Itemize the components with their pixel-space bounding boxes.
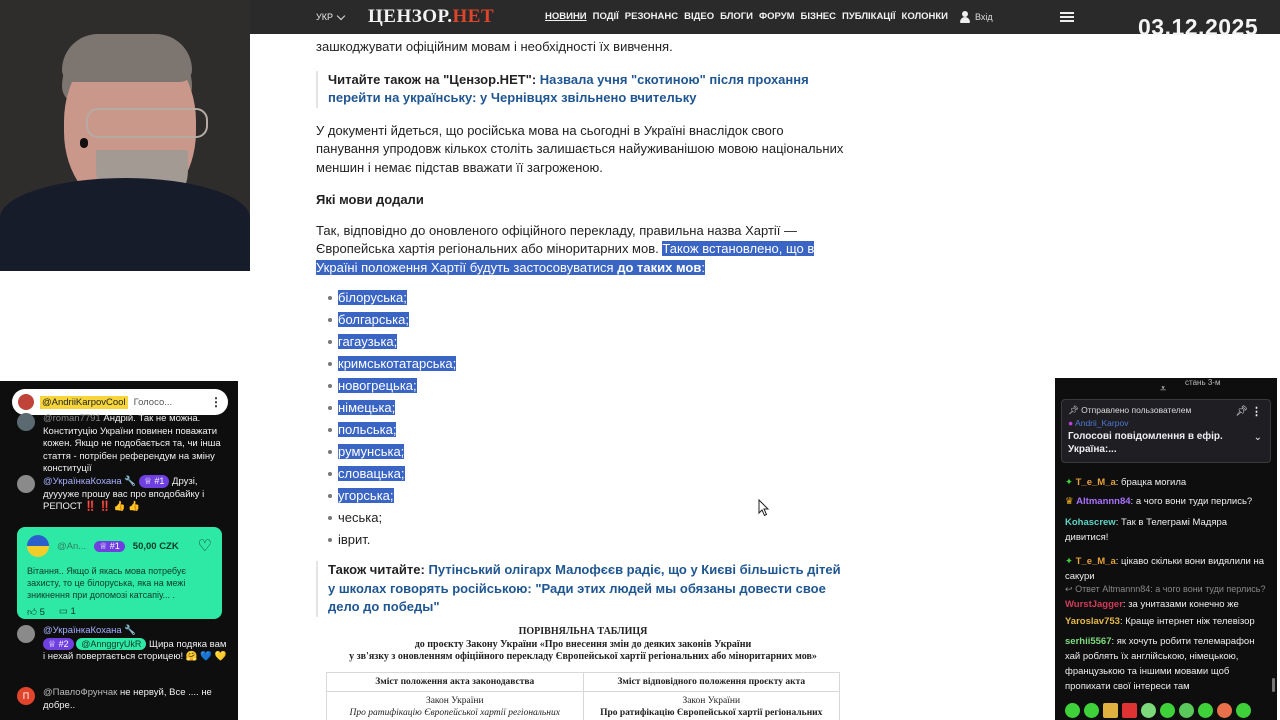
doc-table xyxy=(326,672,840,720)
left-live-chat xyxy=(0,381,238,720)
presenter-glasses xyxy=(86,108,208,138)
list-item xyxy=(328,331,846,353)
sparkle-icon: ✦ xyxy=(1065,556,1073,567)
chat-text: Друзі, дууууже прошу вас про вподобайку і РЕПОСТ xyxy=(43,476,205,512)
doc-subtitle: у зв'язку з оновленням офіційного перекладу Європейської хартії регіональних або міноритарних мов» xyxy=(349,651,817,662)
chat-message: serhii5567: як хочуть робити телемарафон хай роблять їх англійською, німецькою, французькою та іншими мовами щоб пропихати свої інтереси там xyxy=(1065,636,1255,692)
reply-count: 1 xyxy=(70,606,76,617)
language-item: чеська; xyxy=(338,510,383,525)
chat-author: @roman7791 xyxy=(43,413,101,424)
logo-accent: НЕТ xyxy=(452,6,495,27)
avatar xyxy=(17,625,35,643)
nav-video[interactable]: ВІДЕО xyxy=(684,11,715,22)
article-subheading: Які мови додали xyxy=(316,192,424,207)
language-item: словацька; xyxy=(338,466,405,481)
selected-text-bold: до таких мов xyxy=(617,259,702,275)
nav-blogs[interactable]: БЛОГИ xyxy=(720,11,753,22)
chat-author[interactable]: Altmannn84 xyxy=(1076,496,1131,507)
list-item xyxy=(328,353,846,375)
language-item: німецька; xyxy=(338,400,396,415)
chat-text: Андрій. Так не можна. Конституцію України повинен поважати кожен. Якщо не подобається та, чи інша стаття - потрібен референдум на зміну конституції xyxy=(43,413,221,474)
presenter-shirt xyxy=(0,178,250,271)
superchat-text: Вітання.. Якщо й якась мова потребує захисту, то це білоруська, яка на межі зникнення при допомозі катсапіу... . xyxy=(27,566,186,600)
emote-icon[interactable] xyxy=(1217,703,1232,718)
crown-icon: ♛ xyxy=(1065,496,1074,507)
list-item xyxy=(328,309,846,331)
chat-message xyxy=(17,475,227,514)
list-item xyxy=(328,529,846,551)
webcam-video xyxy=(0,0,250,271)
comment-icon: ▭ xyxy=(58,606,68,617)
list-item xyxy=(328,463,846,485)
emote-icon[interactable] xyxy=(1122,703,1137,718)
avatar-letter: П xyxy=(22,691,30,701)
list-item xyxy=(328,397,846,419)
member-badge: ♕ #1 xyxy=(94,541,125,552)
collapse-handle-icon[interactable]: ⩡ xyxy=(1160,383,1167,395)
pinned-label: Отправлено пользователем xyxy=(1081,405,1192,415)
pinned-user: Andrii_Karpov xyxy=(1075,418,1129,428)
emote-icon[interactable] xyxy=(1103,703,1118,718)
avatar xyxy=(17,413,35,431)
chat-author[interactable]: Yaroslav753 xyxy=(1065,616,1120,627)
main-nav xyxy=(545,11,948,22)
language-item: кримськотатарська; xyxy=(338,356,457,371)
chat-emoji: 🤗 💙 💛 xyxy=(185,651,227,662)
badge-rank: #1 xyxy=(154,476,165,486)
chat-message: ↩ Ответ Altmannn84: а чого вони туди перлись? WurstJagger: за унитазами конечно же xyxy=(1065,584,1266,610)
doc-col-header: Зміст положення акта законодавства xyxy=(327,673,584,692)
chat-text: не нервуй, Все .... не добре.. xyxy=(43,687,212,711)
thumbs-up-icon: 👍︎ xyxy=(27,607,37,618)
wrench-icon: 🔧 xyxy=(124,625,137,636)
member-badge: ♕ #1 xyxy=(139,475,170,488)
member-badge: ♕ #2 xyxy=(43,638,74,651)
chat-message xyxy=(17,625,227,664)
list-item xyxy=(328,287,846,309)
chevron-down-icon[interactable]: ⌄ xyxy=(1253,432,1262,443)
doc-cell xyxy=(583,692,840,720)
reply-context: Ответ Altmannn84: а чого вони туди перлись? xyxy=(1075,584,1266,594)
pin-icon: 📌︎ xyxy=(1068,405,1079,415)
article-body xyxy=(316,34,846,631)
doc-col-header: Зміст відповідного положення проєкту акта xyxy=(583,673,840,692)
pinned-message-card[interactable] xyxy=(1061,399,1271,463)
list-item xyxy=(328,419,846,441)
like-button[interactable] xyxy=(27,606,45,618)
pinned-user: @AndriiKarpovCool xyxy=(42,396,126,408)
chat-author: @УкраїнкаКохана xyxy=(43,625,122,636)
nav-events[interactable]: ПОДІЇ xyxy=(592,11,619,22)
chat-emoji: ‼️ ‼️ 👍 👍 xyxy=(84,501,141,512)
language-label: УКР xyxy=(316,12,333,22)
site-header xyxy=(250,0,1280,34)
read-also-link[interactable]: Назвала учня "скотиною" після прохання перейти на українську: у Чернівцях звільнено вчительку xyxy=(328,71,809,105)
chat-text: Щира подяка вам і нехай повертається сторицею! xyxy=(43,638,227,662)
chat-author[interactable]: T_e_M_a xyxy=(1075,556,1116,567)
pinned-text: Голосо... xyxy=(133,396,173,408)
read-also-block xyxy=(316,71,846,108)
emote-icon[interactable] xyxy=(1179,703,1194,718)
menu-icon[interactable] xyxy=(1060,12,1074,22)
wrench-icon: 🔧 xyxy=(124,476,137,487)
badge-rank: #1 xyxy=(109,540,120,551)
more-options-icon[interactable]: ⋮ xyxy=(210,395,222,409)
chat-message: ✦ T_e_M_a: брацка могила xyxy=(1065,477,1187,488)
chevron-down-icon xyxy=(337,11,345,19)
read-also-label: Читайте також на "Цензор.НЕТ": xyxy=(328,71,537,87)
doc-title: ПОРІВНЯЛЬНА ТАБЛИЦЯ xyxy=(518,626,648,637)
chat-text: Так в Телеграмі Мадяра дивитися! xyxy=(1065,517,1228,543)
mic-icon: ● xyxy=(1068,418,1074,428)
login-label: Вхід xyxy=(975,12,993,22)
selected-text-end: : xyxy=(701,259,705,275)
clipped-text: стань 3-м xyxy=(1185,378,1221,387)
chat-message: Kohascrew: Так в Телеграмі Мадяра дивитися! xyxy=(1065,517,1228,543)
login-button[interactable] xyxy=(960,11,993,23)
chat-text: цікаво скільки вони видялили на сакури xyxy=(1065,556,1265,582)
right-live-chat xyxy=(1055,378,1277,720)
doc-cell xyxy=(327,692,584,720)
language-item: польська; xyxy=(338,422,397,437)
nav-columns[interactable]: КОЛОНКИ xyxy=(901,11,949,22)
chat-author[interactable]: serhii5567 xyxy=(1065,636,1112,647)
superchat-amount: 50,00 CZK xyxy=(132,540,179,552)
article-paragraph: зашкоджувати офіційним мовам і необхідності їх вивчення. xyxy=(316,39,673,54)
emote-icon[interactable] xyxy=(1141,703,1156,718)
avatar xyxy=(17,475,35,493)
chat-message xyxy=(17,687,227,712)
list-item xyxy=(328,441,846,463)
stream-date: 03.12.2025 xyxy=(1138,14,1259,40)
chat-text: брацка могила xyxy=(1121,477,1187,488)
language-item: гагаузька; xyxy=(338,334,398,349)
superchat-author: @An... xyxy=(57,540,87,552)
chat-message: ✦ T_e_M_a: цікаво скільки вони видялили на сакури xyxy=(1065,556,1265,582)
language-item: білоруська; xyxy=(338,290,407,305)
doc-cell-line: Про ратифікацію Європейської хартії регіональних xyxy=(600,708,823,718)
emote-icon[interactable] xyxy=(1084,703,1099,718)
nav-business[interactable]: БІЗНЕС xyxy=(800,11,837,22)
reply-icon: ↩ xyxy=(1065,584,1073,594)
mouse-cursor-icon xyxy=(758,499,770,517)
site-logo[interactable] xyxy=(368,6,494,28)
selected-text-part: Також встановлено, що в Україні положення Хартії будуть застосовуватися xyxy=(316,241,815,275)
chat-text: Краще інтернет ніж телевізор xyxy=(1125,616,1255,627)
language-item: угорська; xyxy=(338,488,394,503)
nav-news[interactable]: НОВИНИ xyxy=(545,11,587,22)
language-item: болгарська; xyxy=(338,312,409,327)
pinned-message[interactable] xyxy=(12,389,228,415)
language-selector[interactable] xyxy=(316,12,344,22)
chat-text: як хочуть робити телемарафон хай роблять їх англійською, німецькою, французькою та іншими мовами щоб пропихати свої інтереси там xyxy=(1065,636,1255,692)
pinned-text: Голосові повідомлення в ефір. Україна:... xyxy=(1068,431,1223,455)
doc-cell-line: Закон України xyxy=(682,696,741,706)
chat-message: ♛ Altmannn84: а чого вони туди перлись? xyxy=(1065,496,1253,507)
read-also-link[interactable]: Путінський олігарх Малофєєв радіє, що у Києві більшість дітей у школах говорять російською: "Ради этих людей мы обязаны довести свое дело до победы" xyxy=(328,562,841,614)
super-chat-card xyxy=(17,527,222,619)
more-options-icon[interactable]: ⋮ xyxy=(1251,406,1262,418)
emote-icon[interactable] xyxy=(1160,703,1175,718)
logo-main: ЦЕНЗОР. xyxy=(368,6,453,27)
avatar xyxy=(17,687,35,705)
nav-resonance[interactable]: РЕЗОНАНС xyxy=(624,11,679,22)
user-icon xyxy=(960,11,970,23)
article-paragraph-selected xyxy=(316,222,846,278)
nav-forum[interactable]: ФОРУМ xyxy=(758,11,795,22)
unpin-icon[interactable]: 📌︎ xyxy=(1235,406,1248,417)
emote-icon[interactable] xyxy=(1065,703,1080,718)
earbud xyxy=(80,138,88,148)
chat-author[interactable]: T_e_M_a xyxy=(1075,477,1116,488)
chat-message: Yaroslav753: Краще інтернет ніж телевізор xyxy=(1065,616,1255,627)
article-paragraph: У документі йдеться, що російська мова на сьогодні в Україні внаслідок свого панування упродовж кількох століть залишається найуживанішою мовою національних меншин і немає підстав вважати її загроженою. xyxy=(316,122,844,175)
chat-text: за унитазами конечно же xyxy=(1128,599,1239,610)
mention-chip[interactable]: @AnnggryUkR xyxy=(76,638,146,651)
language-item: новогрецька; xyxy=(338,378,417,393)
badge-rank: #2 xyxy=(58,638,69,649)
language-item: румунська; xyxy=(338,444,405,459)
list-item xyxy=(328,375,846,397)
nav-publications[interactable]: ПУБЛІКАЦІЇ xyxy=(842,11,896,22)
comparison-table-image xyxy=(326,626,840,720)
chat-author[interactable]: Kohascrew xyxy=(1065,517,1116,528)
chat-text: а чого вони туди перлись? xyxy=(1135,496,1253,507)
chat-author: @ПавлоФрунчак xyxy=(43,687,118,698)
chat-scrollbar[interactable] xyxy=(1272,678,1275,692)
sparkle-icon: ✦ xyxy=(1065,477,1073,488)
emote-bar xyxy=(1065,703,1251,718)
presenter-hair-top xyxy=(62,34,192,82)
doc-cell-line: Закон України xyxy=(425,696,484,706)
paragraph-text: Так, відповідно до оновленого офіційного перекладу, правильна назва Хартії — Європейська хартія регіональних або міноритарних мов. xyxy=(316,222,798,256)
chat-message xyxy=(17,413,227,476)
doc-subtitle: до проєкту Закону України «Про внесення змін до деяких законів України xyxy=(414,638,752,650)
heart-icon[interactable]: ♡ xyxy=(197,538,212,555)
doc-cell-line: Про ратифікацію Європейської хартії регіональних xyxy=(349,708,560,718)
avatar xyxy=(27,535,49,557)
like-count: 5 xyxy=(39,607,45,618)
chat-author[interactable]: WurstJagger xyxy=(1065,599,1123,610)
read-also-block-2 xyxy=(316,561,846,617)
language-item: іврит. xyxy=(338,532,371,547)
emote-icon[interactable] xyxy=(1198,703,1213,718)
chat-author: @УкраїнкаКохана xyxy=(43,476,122,487)
read-also-label: Також читайте: xyxy=(328,562,425,577)
emote-icon[interactable] xyxy=(1236,703,1251,718)
avatar xyxy=(18,394,34,410)
reply-button[interactable] xyxy=(59,606,76,618)
